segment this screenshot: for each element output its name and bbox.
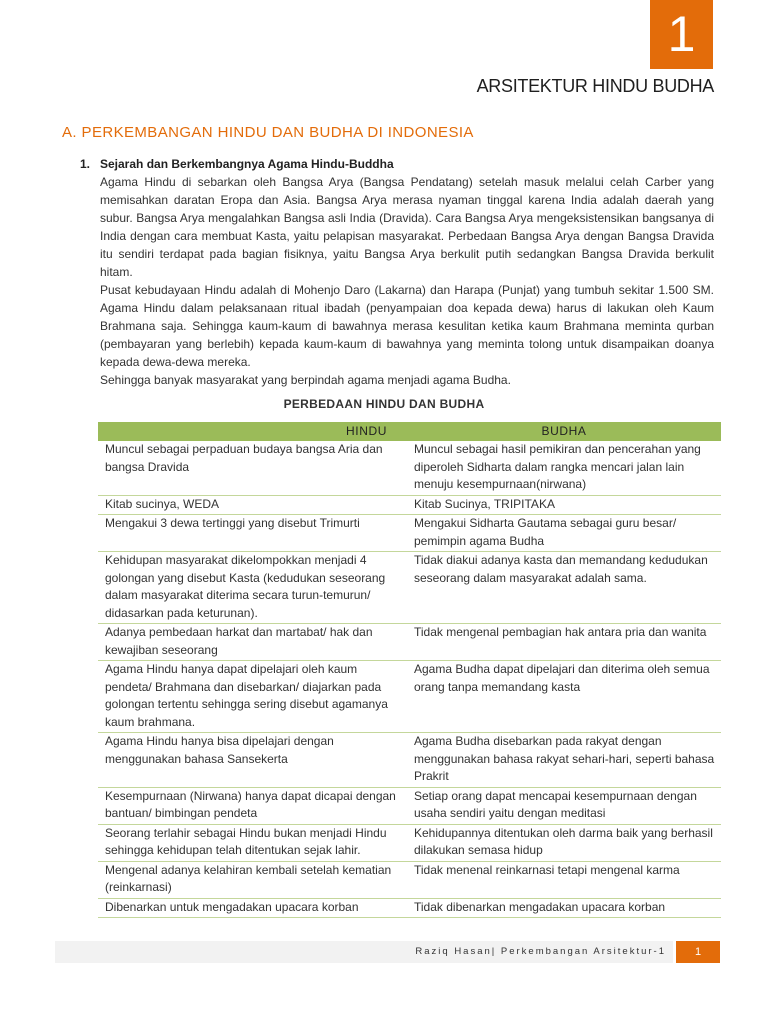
subsection — [80, 155, 714, 389]
table-row — [98, 495, 721, 515]
cell-budha: Tidak menenal reinkarnasi tetapi mengenal karma — [407, 861, 721, 898]
cell-hindu: Agama Hindu hanya bisa dipelajari dengan menggunakan bahasa Sansekerta — [98, 733, 407, 788]
cell-hindu: Adanya pembedaan harkat dan martabat/ hak dan kewajiban seseorang — [98, 624, 407, 661]
subsection-number: 1. — [80, 157, 91, 171]
cell-budha: Kitab Sucinya, TRIPITAKA — [407, 495, 721, 515]
section-heading: A. PERKEMBANGAN HINDU DAN BUDHA DI INDONESIA — [62, 124, 474, 141]
cell-budha: Kehidupannya ditentukan oleh darma baik yang berhasil dilakukan semasa hidup — [407, 824, 721, 861]
cell-hindu: Mengakui 3 dewa tertinggi yang disebut Trimurti — [98, 515, 407, 552]
paragraph: Agama Hindu di sebarkan oleh Bangsa Arya (Bangsa Pendatang) setelah masuk melalui celah Carber yang memisahkan daratan Eropa dan Asia. Bangsa Arya merasa nyaman tinggal karena India adalah daerah yang subur. Bangsa Arya mengalahkan Bangsa asli India (Dravida). Cara Bangsa Arya mengeksistensikan bangsanya di India dengan cara membuat Kasta, yaitu pelapisan masyarakat. Perbedaan Bangsa Arya dengan Bangsa Dravida itu sendiri terdapat pada bagian fisiknya, yaitu Bangsa Arya berkulit putih sedangkan Bangsa Dravida berkulit hitam. — [100, 175, 714, 279]
table-row — [98, 787, 721, 824]
cell-hindu: Kehidupan masyarakat dikelompokkan menjadi 4 golongan yang disebut Kasta (kedudukan seseorang dalam masyarakat diterima secara turun-temurun/ didasarkan pada keturunan). — [98, 552, 407, 624]
cell-budha: Mengakui Sidharta Gautama sebagai guru besar/ pemimpin agama Budha — [407, 515, 721, 552]
table-header-row — [98, 422, 721, 441]
cell-budha: Tidak mengenal pembagian hak antara pria dan wanita — [407, 624, 721, 661]
paragraph: Pusat kebudayaan Hindu adalah di Mohenjo Daro (Lakarna) dan Harapa (Punjat) yang tumbuh sekitar 1.500 SM. Agama Hindu dalam pelaksanaan ritual ibadah (penyampaian doa kepada dewa) harus di lakukan oleh Kaum Brahmana saja. Sehingga kaum-kaum di bawahnya merasa kesulitan ketika kaum Brahmana meminta qurban (pembayaran yang berlebih) kepada kaum-kaum di bawahnya yang meminta tolong untuk disampaikan doanya kepada dewa-dewa mereka. — [100, 283, 714, 369]
table-title: PERBEDAAN HINDU DAN BUDHA — [283, 397, 485, 411]
paragraph: Sehingga banyak masyarakat yang berpindah agama menjadi agama Budha. — [100, 373, 511, 387]
cell-hindu: Agama Hindu hanya dapat dipelajari oleh kaum pendeta/ Brahmana dan disebarkan/ diajarkan pada golongan tertentu sehingga sering disebut agamanya kaum brahmana. — [98, 661, 407, 733]
cell-budha: Tidak dibenarkan mengadakan upacara korban — [407, 898, 721, 918]
table-row — [98, 824, 721, 861]
cell-hindu: Kesempurnaan (Nirwana) hanya dapat dicapai dengan bantuan/ bimbingan pendeta — [98, 787, 407, 824]
cell-budha: Agama Budha disebarkan pada rakyat dengan menggunakan bahasa rakyat sehari-hari, seperti bahasa Prakrit — [407, 733, 721, 788]
header-budha: BUDHA — [407, 422, 721, 441]
table-row — [98, 515, 721, 552]
footer-text: Raziq Hasan| Perkembangan Arsitektur-1 — [415, 946, 666, 957]
table-row — [98, 441, 721, 495]
cell-hindu: Mengenal adanya kelahiran kembali setelah kematian (reinkarnasi) — [98, 861, 407, 898]
cell-budha: Tidak diakui adanya kasta dan memandang kedudukan seseorang dalam masyarakat adalah sama. — [407, 552, 721, 624]
cell-budha: Agama Budha dapat dipelajari dan diterima oleh semua orang tanpa memandang kasta — [407, 661, 721, 733]
cell-hindu: Seorang terlahir sebagai Hindu bukan menjadi Hindu sehingga kehidupan telah ditentukan sejak lahir. — [98, 824, 407, 861]
cell-hindu: Dibenarkan untuk mengadakan upacara korban — [98, 898, 407, 918]
chapter-number-box: 1 — [650, 0, 713, 69]
cell-budha: Setiap orang dapat mencapai kesempurnaan dengan usaha sendiri yaitu dengan meditasi — [407, 787, 721, 824]
body-text — [100, 173, 714, 389]
table-row — [98, 624, 721, 661]
table-row — [98, 661, 721, 733]
table-row — [98, 898, 721, 918]
cell-hindu: Kitab sucinya, WEDA — [98, 495, 407, 515]
chapter-title: ARSITEKTUR HINDU BUDHA — [476, 76, 714, 96]
table-row — [98, 861, 721, 898]
table-row — [98, 552, 721, 624]
header-hindu: HINDU — [98, 422, 407, 441]
page-number: 1 — [676, 941, 720, 963]
cell-hindu: Muncul sebagai perpaduan budaya bangsa Aria dan bangsa Dravida — [98, 441, 407, 495]
cell-budha: Muncul sebagai hasil pemikiran dan pencerahan yang diperoleh Sidharta dalam rangka mencari jalan lain menuju kesempurnaan(nirwana) — [407, 441, 721, 495]
comparison-table — [98, 422, 721, 918]
table-row — [98, 733, 721, 788]
subsection-title — [80, 155, 714, 173]
subsection-title-text: Sejarah dan Berkembangnya Agama Hindu-Buddha — [100, 157, 394, 171]
